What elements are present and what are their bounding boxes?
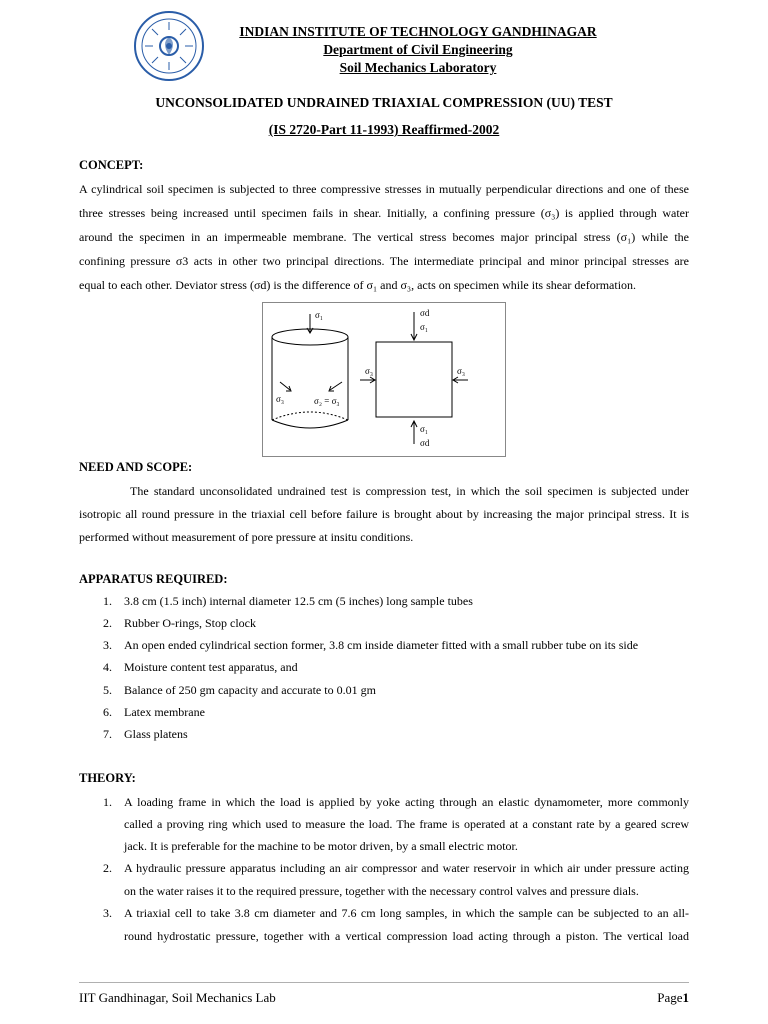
theory-item-number: 3. bbox=[103, 906, 112, 920]
sigma1-label: σ₁ bbox=[315, 310, 323, 320]
item-text: Moisture content test apparatus, and bbox=[124, 660, 298, 674]
item-text: 3.8 cm (1.5 inch) internal diameter 12.5 cm (5 inches) long sample tubes bbox=[124, 594, 473, 608]
footer-divider bbox=[79, 982, 689, 983]
list-item bbox=[103, 638, 638, 653]
sigma2-eq-label: σ₂ = σ₃ bbox=[314, 396, 340, 406]
item-number: 3. bbox=[103, 638, 112, 652]
sigma-d-bottom-label: σd bbox=[420, 438, 430, 448]
sigma-d-top-label: σd bbox=[420, 308, 430, 318]
list-item bbox=[103, 594, 473, 609]
concept-line: equal to each other. Deviator stress (σd) is the difference of σ₁ and σ₃, acts on specimen while its shear deformation. bbox=[79, 278, 637, 292]
sigma3-label: σ₃ bbox=[276, 394, 284, 404]
list-item bbox=[103, 683, 376, 698]
list-item bbox=[103, 705, 205, 720]
concept-line: around the specimen in an impermeable membrane. The vertical stress becomes major principal stress (σ₁) while the bbox=[79, 230, 689, 244]
sigma1-top-label: σ₁ bbox=[420, 322, 428, 332]
theory-item-number: 1. bbox=[103, 795, 112, 809]
department-name: Department of Civil Engineering bbox=[323, 42, 513, 57]
sigma3-left-label: σ₃ bbox=[365, 366, 373, 376]
concept-line: A cylindrical soil specimen is subjected to three compressive stresses in mutually perpendicular directions and one of these bbox=[79, 182, 689, 196]
item-number: 6. bbox=[103, 705, 112, 719]
theory-heading: THEORY: bbox=[79, 771, 136, 785]
document-title: UNCONSOLIDATED UNDRAINED TRIAXIAL COMPRESSION (UU) TEST bbox=[155, 95, 613, 110]
item-number: 7. bbox=[103, 727, 112, 741]
page-number bbox=[640, 990, 689, 1006]
institute-name: INDIAN INSTITUTE OF TECHNOLOGY GANDHINAGAR bbox=[239, 24, 597, 39]
item-number: 4. bbox=[103, 660, 112, 674]
theory-item-number: 2. bbox=[103, 861, 112, 875]
theory-line: jack. It is preferable for the machine to be motor driven, by a small electric motor. bbox=[124, 839, 518, 853]
page-label: Page bbox=[657, 990, 683, 1005]
need-line: isotropic all round pressure in the triaxial cell before failure is brought about by increasing the major principal stress. It is bbox=[79, 507, 689, 521]
item-text: Glass platens bbox=[124, 727, 188, 741]
list-item bbox=[103, 660, 298, 675]
iitgn-logo bbox=[133, 10, 205, 82]
item-text: Balance of 250 gm capacity and accurate to 0.01 gm bbox=[124, 683, 376, 697]
item-text: An open ended cylindrical section former, 3.8 cm inside diameter fitted with a small rubber tube on its side bbox=[124, 638, 639, 652]
list-item bbox=[103, 727, 188, 742]
need-line: performed without measurement of pore pressure at insitu conditions. bbox=[79, 530, 414, 544]
need-heading: NEED AND SCOPE: bbox=[79, 460, 193, 474]
theory-line: A loading frame in which the load is applied by yoke acting through an elastic dynamometer, more commonly bbox=[124, 795, 689, 809]
sigma1-bottom-label: σ₁ bbox=[420, 424, 428, 434]
theory-line: A triaxial cell to take 3.8 cm diameter and 7.6 cm long samples, in which the sample can be subjected to an all- bbox=[124, 906, 689, 920]
apparatus-heading: APPARATUS REQUIRED: bbox=[79, 572, 228, 586]
lab-name: Soil Mechanics Laboratory bbox=[339, 60, 497, 75]
item-number: 5. bbox=[103, 683, 112, 697]
stress-diagram bbox=[262, 302, 506, 457]
sigma3-right-label: σ₃ bbox=[457, 366, 465, 376]
item-text: Rubber O-rings, Stop clock bbox=[124, 616, 256, 630]
concept-line: confining pressure σ3 acts in other two principal directions. The intermediate principal and minor principal stresses are bbox=[79, 254, 689, 268]
concept-heading: CONCEPT: bbox=[79, 158, 144, 172]
item-text: Latex membrane bbox=[124, 705, 205, 719]
footer-left: IIT Gandhinagar, Soil Mechanics Lab bbox=[79, 990, 276, 1005]
item-number: 1. bbox=[103, 594, 112, 608]
theory-line: A hydraulic pressure apparatus including an air compressor and water reservoir in which air under pressure acting bbox=[124, 861, 689, 875]
item-number: 2. bbox=[103, 616, 112, 630]
theory-line: on the water raises it to the required pressure, together with the necessary control valves and pressure dials. bbox=[124, 884, 639, 898]
need-line: The standard unconsolidated undrained test is compression test, in which the soil specimen is subjected under bbox=[130, 484, 689, 498]
concept-line: three stresses being increased until specimen fails in shear. Initially, a confining pressure (σ₃) is applied through water bbox=[79, 206, 689, 220]
theory-line: called a proving ring which used to measure the load. The frame is operated at a constant rate by a geared screw bbox=[124, 817, 689, 831]
page-number-value: 1 bbox=[682, 990, 689, 1005]
theory-line: round hydrostatic pressure, together with a vertical compression load acting through a piston. The vertical load bbox=[124, 929, 689, 943]
standard-reference: (IS 2720-Part 11-1993) Reaffirmed-2002 bbox=[268, 122, 500, 137]
list-item bbox=[103, 616, 256, 631]
document-subtitle bbox=[80, 122, 688, 138]
